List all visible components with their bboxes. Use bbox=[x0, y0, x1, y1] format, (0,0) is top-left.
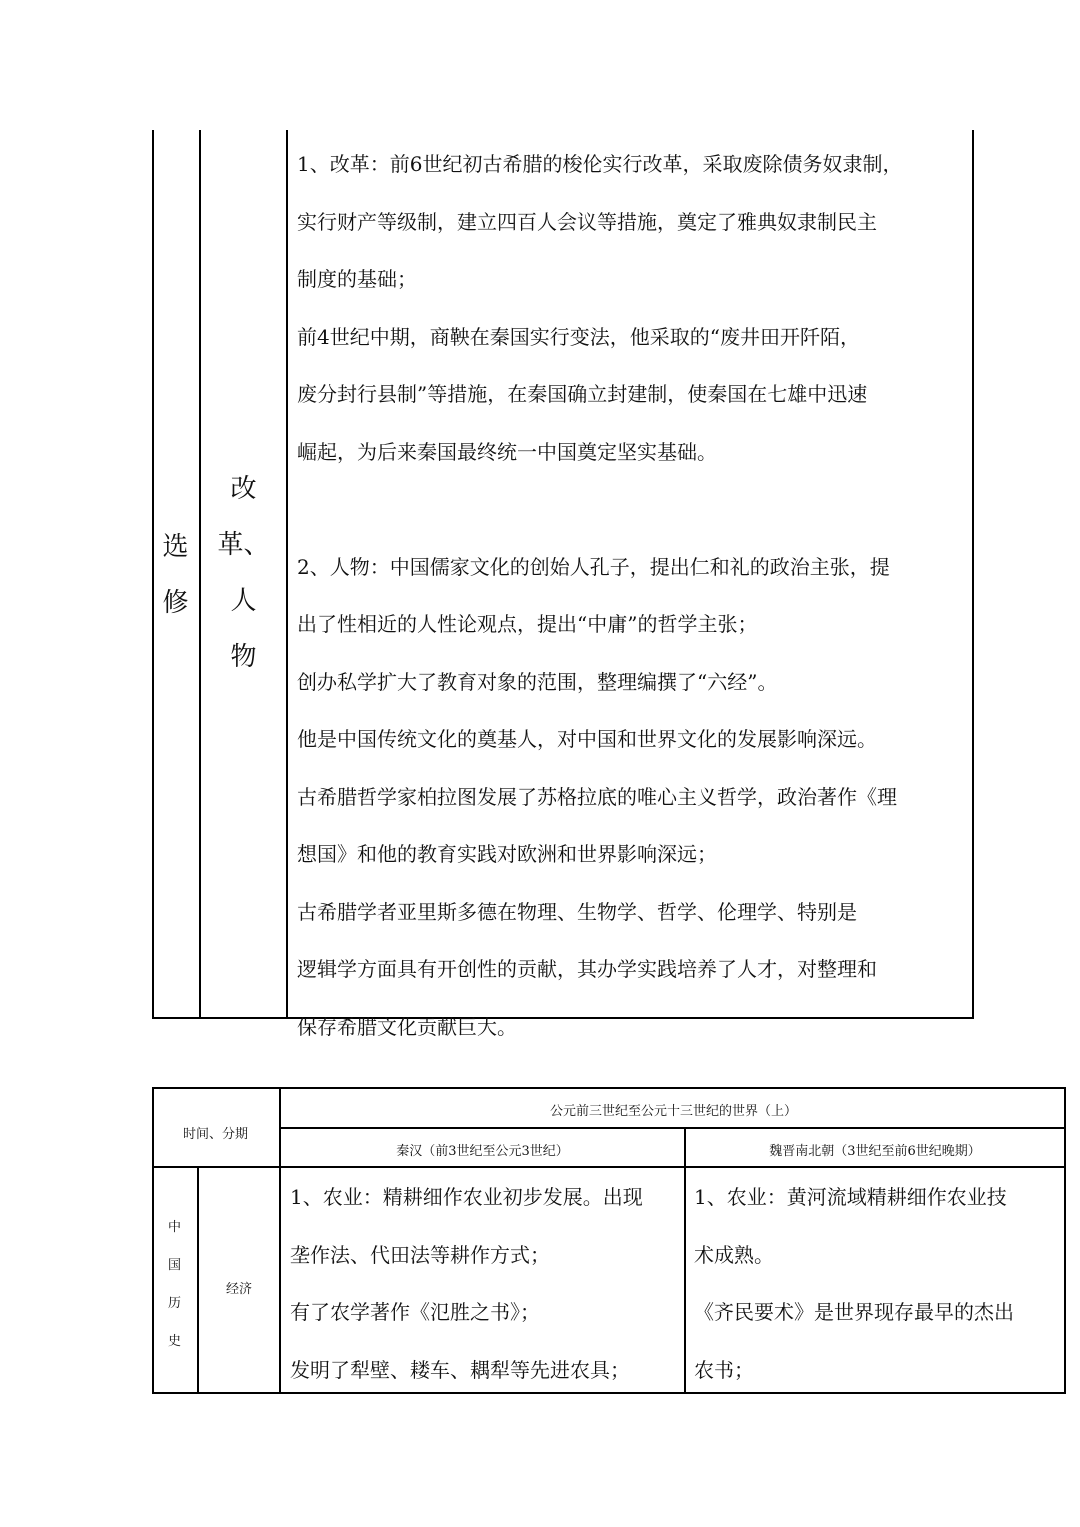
cell-line: 有了农学著作《氾胜之书》； bbox=[290, 1300, 540, 1324]
paragraph: 他是中国传统文化的奠基人，对中国和世界文化的发展影响深远。 bbox=[297, 727, 877, 751]
paragraph: 创办私学扩大了教育对象的范围，整理编撰了“六经”。 bbox=[297, 669, 778, 694]
paragraph: 崛起，为后来秦国最终统一中国奠定坚实基础。 bbox=[297, 439, 717, 464]
reform-figures-content bbox=[297, 136, 969, 1056]
cell-line: 术成熟。 bbox=[694, 1242, 774, 1267]
sub-header-wei-jin: 魏晋南北朝（3世纪至前6世纪晚期） bbox=[769, 1144, 981, 1159]
chinese-history-label: 中 国 历 史 bbox=[167, 1220, 181, 1349]
wei-jin-economy-cell bbox=[694, 1169, 1062, 1399]
paragraph: 出了性相近的人性论观点，提出“中庸”的哲学主张； bbox=[297, 612, 758, 636]
paragraph: 1、改革：前6世纪初古希腊的梭伦实行改革，采取废除债务奴隶制， bbox=[297, 152, 903, 176]
paragraph: 逻辑学方面具有开创性的贡献，其办学实践培养了人才，对整理和 bbox=[297, 957, 877, 981]
cell-line: 垄作法、代田法等耕作方式； bbox=[290, 1242, 550, 1267]
main-header: 公元前三世纪至公元十三世纪的世界（上） bbox=[549, 1104, 797, 1119]
paragraph: 古希腊学者亚里斯多德在物理、生物学、哲学、伦理学、特别是 bbox=[297, 899, 857, 924]
cell-line: 农书； bbox=[694, 1357, 754, 1382]
cell-line: 1、农业：黄河流域精耕细作农业技 bbox=[694, 1185, 1007, 1209]
cell-line: 《齐民要术》是世界现存最早的杰出 bbox=[694, 1300, 1014, 1324]
paragraph-gap bbox=[297, 481, 969, 539]
paragraph: 想国》和他的教育实践对欧洲和世界影响深远； bbox=[297, 842, 717, 866]
paragraph: 制度的基础； bbox=[297, 267, 417, 291]
paragraph: 保存希腊文化贡献巨大。 bbox=[297, 1014, 517, 1039]
elective-label: 选 修 bbox=[162, 532, 189, 618]
cell-line: 1、农业：精耕细作农业初步发展。出现 bbox=[290, 1185, 643, 1209]
reform-figures-label: 改 革、 人 物 bbox=[217, 474, 270, 672]
period-header: 时间、分期 bbox=[182, 1127, 248, 1142]
paragraph: 古希腊哲学家柏拉图发展了苏格拉底的唯心主义哲学，政治著作《理 bbox=[297, 784, 897, 809]
sub-header-qin-han: 秦汉（前3世纪至公元3世纪） bbox=[396, 1144, 569, 1159]
economy-label: 经济 bbox=[225, 1282, 252, 1297]
paragraph: 废分封行县制”等措施，在秦国确立封建制，使秦国在七雄中迅速 bbox=[297, 382, 868, 406]
paragraph: 前4世纪中期，商鞅在秦国实行变法，他采取的“废井田开阡陌， bbox=[297, 324, 860, 349]
qin-han-economy-cell bbox=[290, 1169, 682, 1399]
paragraph: 2、人物：中国儒家文化的创始人孔子，提出仁和礼的政治主张，提 bbox=[297, 554, 890, 579]
paragraph: 实行财产等级制，建立四百人会议等措施，奠定了雅典奴隶制民主 bbox=[297, 209, 877, 234]
cell-line: 发明了犁壁、耧车、耦犁等先进农具； bbox=[290, 1357, 630, 1382]
